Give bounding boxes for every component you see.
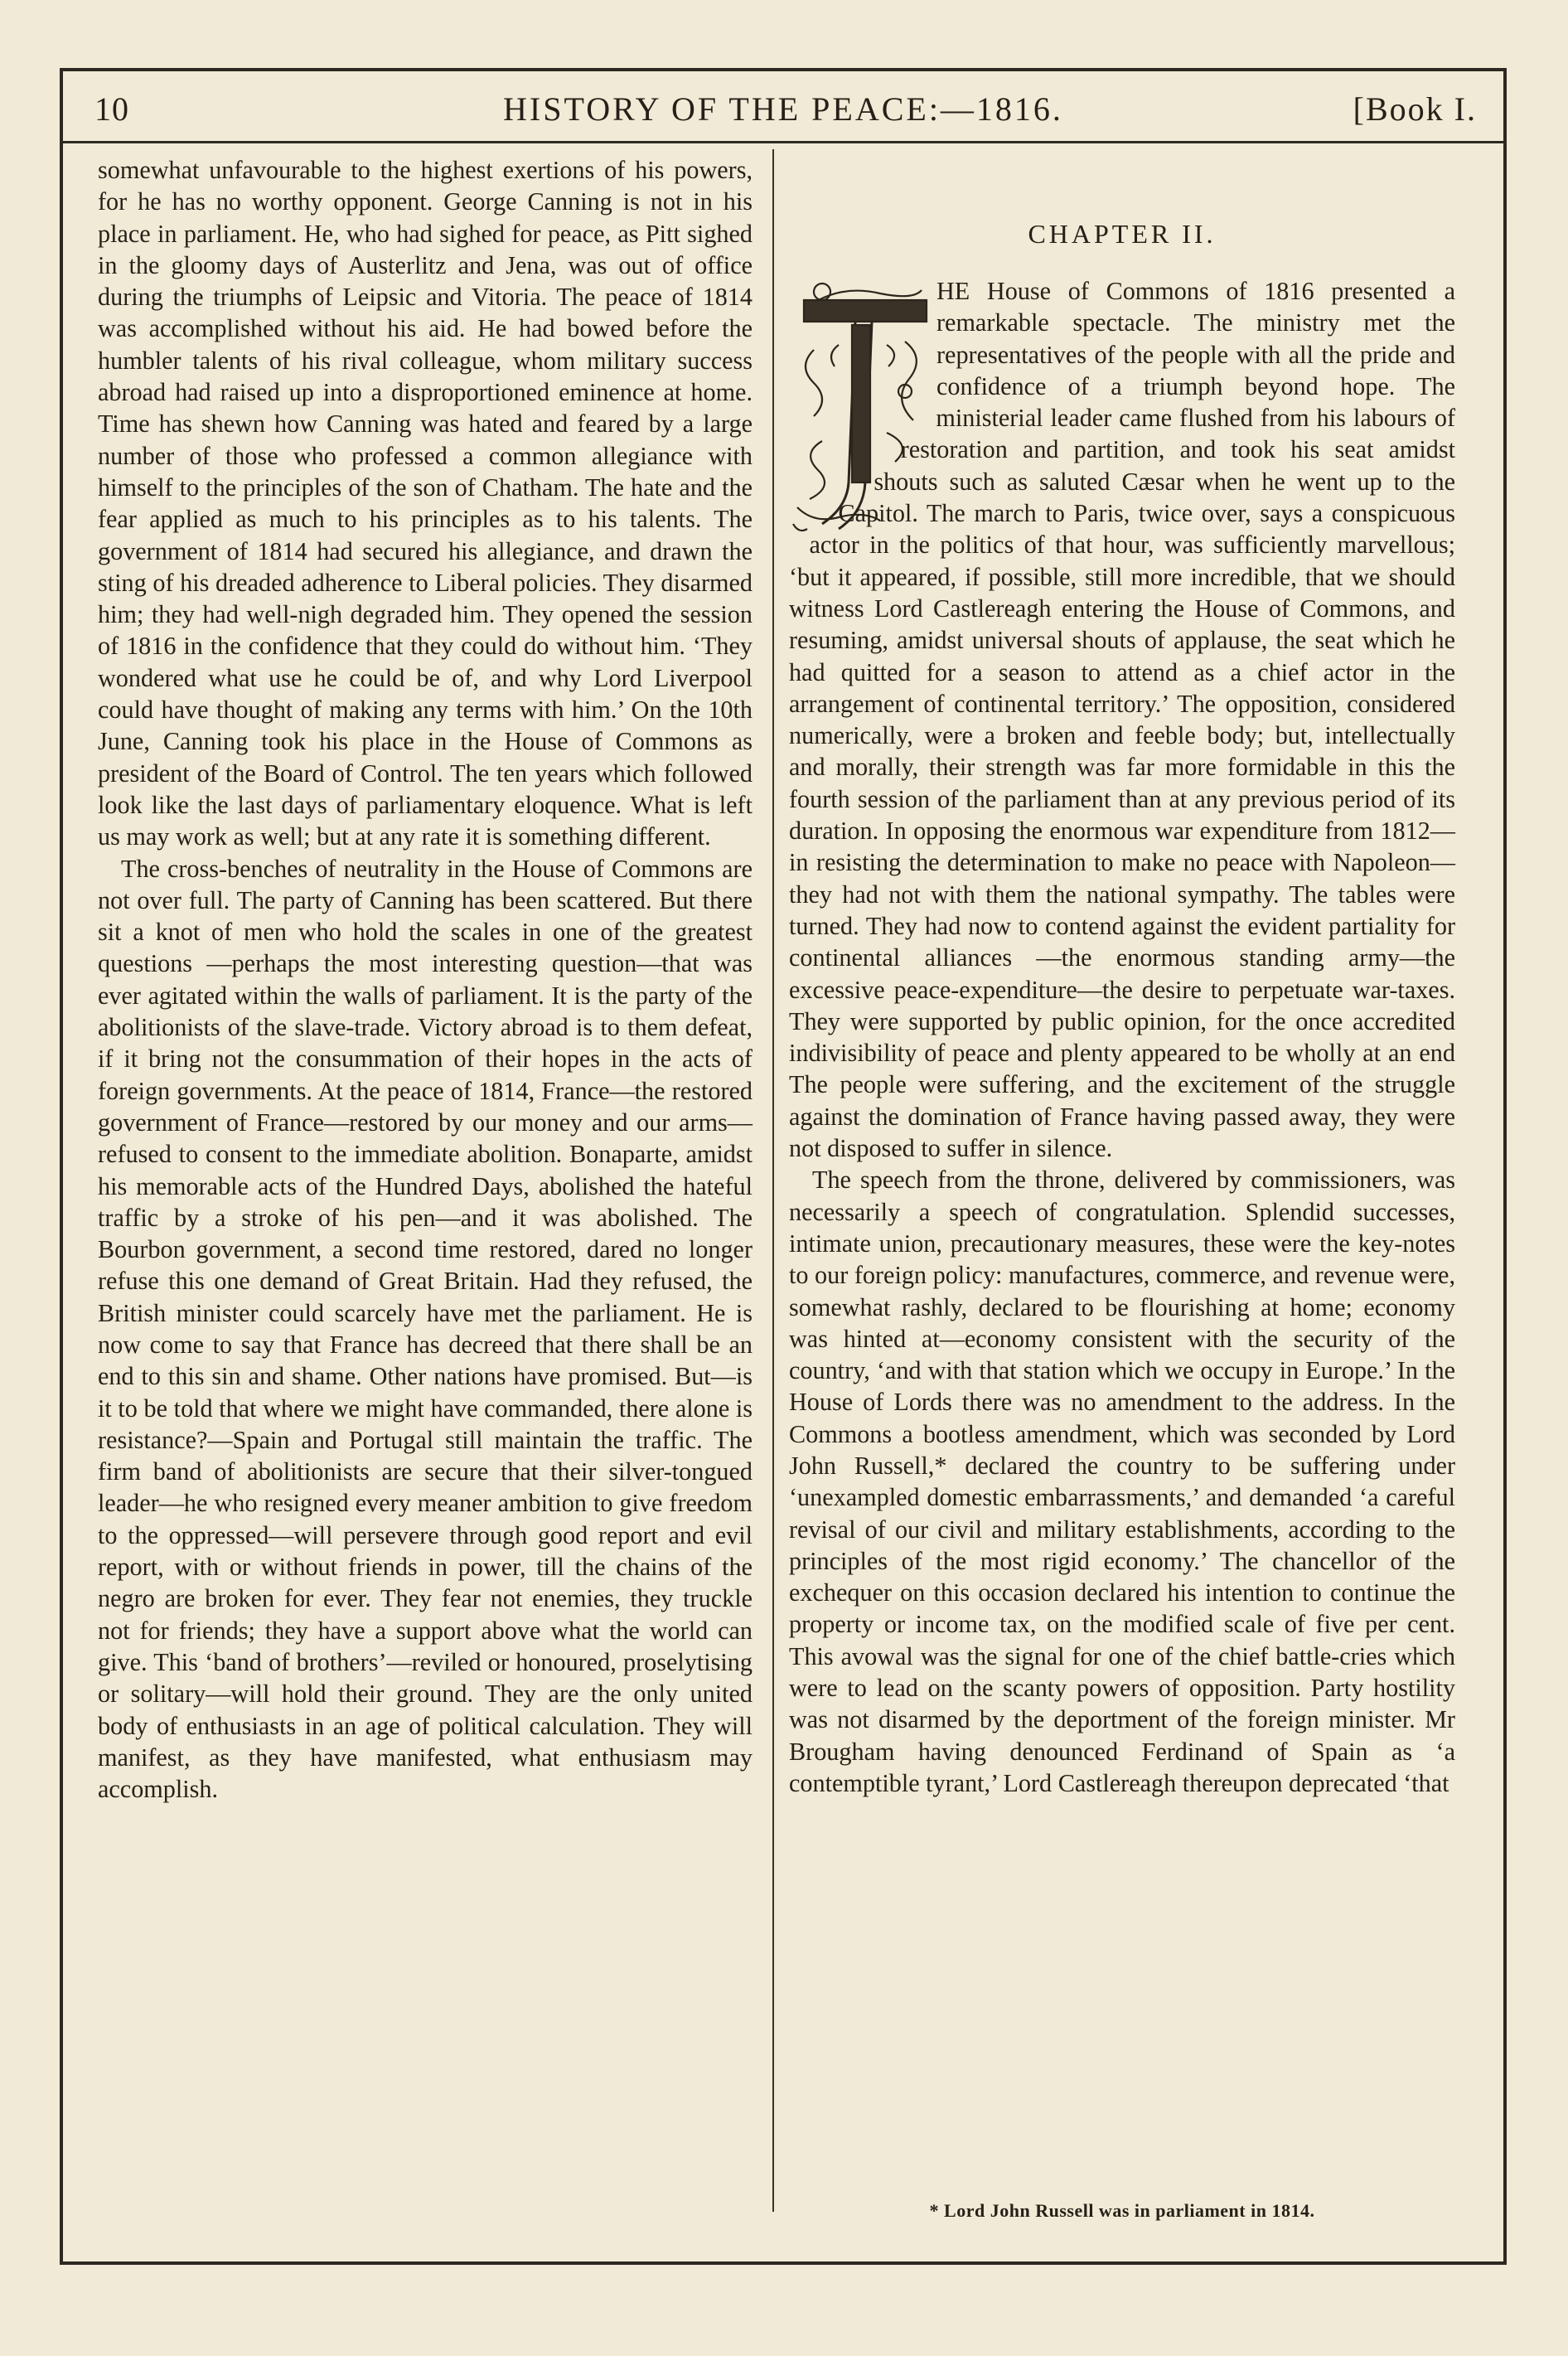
right-column <box>789 154 1455 1799</box>
header-rule <box>63 141 1503 143</box>
chapter-title: CHAPTER II. <box>1028 219 1217 249</box>
bottom-rule <box>63 2261 1503 2263</box>
left-paragraph-2: The cross-benches of neutrality in the House of Commons are not over full. The party of Canning has been scattered. But there sit a knot of men who hold the scales in one of the greatest questions —perhaps the most interesting question—that was ever agitated within the walls of parliament. It is the party of the abolitionists of the slave-trade. Victory abroad is to them defeat, if it bring not the consummation of their hopes in the acts of foreign governments. At the peace of 1814, France—the restored government of France—restored by our money and our arms—refused to consent to the immediate abolition. Bonaparte, amidst his memorable acts of the Hundred Days, abolished the hateful traffic by a stroke of his pen—and it was abolished. The Bourbon government, a second time restored, dared no longer refuse this one demand of Great Britain. Had they refused, the British minister could scarcely have met the parliament. He is now come to say that France has decreed that there shall be an end to this sin and shame. Other nations have promised. But—is it to be told that where we might have commanded, there alone is resistance?—Spain and Portugal still maintain the traffic. The firm band of abolitionists are secure that their silver-tongued leader—he who resigned every meaner ambition to give freedom to the oppressed—will persevere through good report and evil report, with or without friends in power, till the chains of the negro are broken for ever. They fear not enemies, they truckle not for friends; they have a support above what the world can give. This ‘band of brothers’—reviled or honoured, proselytising or solitary—will hold their ground. They are the only united body of enthusiasts in an age of political calculation. They will manifest, as they have manifested, what enthusiasm may accomplish. <box>98 854 753 1804</box>
left-paragraph-1: somewhat unfavourable to the highest exertions of his powers, for he has no worthy opponent. George Canning is not in his place in parliament. He, who had sighed for peace, as Pitt sighed in the gloomy days of Austerlitz and Jena, was out of office during the triumphs of Leipsic and Vitoria. The peace of 1814 was accomplished without his aid. He had bowed before the humbler talents of his rival colleague, whom military success abroad had raised up into a disproportioned eminence at home. Time has shewn how Canning was hated and feared by a large number of those who professed a common allegiance with himself to the principles of the son of Chatham. The hate and the fear applied as much to his principles as to his talents. The government of 1814 had secured his allegiance, and drawn the sting of his dreaded adherence to Liberal policies. They disarmed him; they had well-nigh degraded him. They opened the session of 1816 in the confidence that they could do without him. ‘They wondered what use he could be of, and why Lord Liverpool could have thought of making any terms with him.’ On the 10th June, Canning took his place in the House of Commons as president of the Board of Control. The ten years which followed look like the last days of parliamentary eloquence. What is left us may work as well; but at any rate it is something different. <box>98 156 753 851</box>
right-paragraph-2: The speech from the throne, delivered by commissioners, was necessarily a speech of congratulation. Splendid successes, intimate union, precautionary measures, these were the key-notes to our foreign policy: manufactures, commerce, and revenue were, somewhat rashly, declared to be flourishing at home; economy was hinted at—economy consistent with the security of the country, ‘and with that station which we occupy in Europe.’ In the House of Lords there was no amendment to the address. In the Commons a bootless amendment, which was seconded by Lord John Russell,* declared the country to be suffering under ‘unexampled domestic embarrassments,’ and demanded ‘a careful revisal of our civil and military establishments, according to the principles of the most rigid economy.’ The chancellor of the exchequer on this occasion declared his intention to continue the property or income tax, on the modified scale of five per cent. This avowal was the signal for one of the chief battle-cries which were to lead on the scanty powers of opposition. Party hostility was not disarmed by the deportment of the foreign minister. Mr Brougham having denounced Ferdinand of Spain as ‘a contemptible tyrant,’ Lord Castlereagh thereupon deprecated ‘that <box>789 1166 1455 1797</box>
opening-paragraph-wrap <box>789 275 1455 1164</box>
right-paragraph-1: HE House of Commons of 1816 presented a remarkable spectacle. The ministry met the representatives of the people with all the pride and confidence of a triumph beyond hope. The ministerial leader came flushed from his labours of restoration and partition, and took his seat amidst shouts such as saluted Cæsar when he went up to the Capitol. The march to Paris, twice over, says a conspicuous actor in the politics of that hour, was sufficiently marvellous; ‘but it appeared, if possible, still more incredible, that we should witness Lord Castlereagh entering the House of Commons, and resuming, amidst universal shouts of applause, the seat which he had quitted for a season to attend as a chief actor in the arrangement of continental territory.’ The opposition, considered numerically, were a broken and feeble body; but, intellectually and morally, their strength was far more formidable in this the fourth session of the parliament than at any previous period of its duration. In opposing the enormous war expenditure from 1812—in resisting the determination to make no peace with Napoleon—they had not with them the national sympathy. The tables were turned. They had now to contend against the evident partiality for continental alliances —the enormous standing army—the excessive peace-expenditure—the desire to perpetuate war-taxes. They were supported by public opinion, for the once accredited indivisibility of peace and plenty appeared to be wholly at an end The people were suffering, and the excitement of the struggle against the domination of France having passed away, they were not disposed to suffer in silence. <box>789 277 1455 1163</box>
running-title: HISTORY OF THE PEACE:—1816. <box>503 90 1063 128</box>
column-divider <box>772 149 774 2212</box>
book-label: [Book I. <box>1353 90 1477 128</box>
page-header <box>60 90 1507 139</box>
footnote: * Lord John Russell was in parliament in 1814. <box>929 2200 1315 2221</box>
page-number: 10 <box>94 90 129 128</box>
left-column <box>98 154 753 1805</box>
